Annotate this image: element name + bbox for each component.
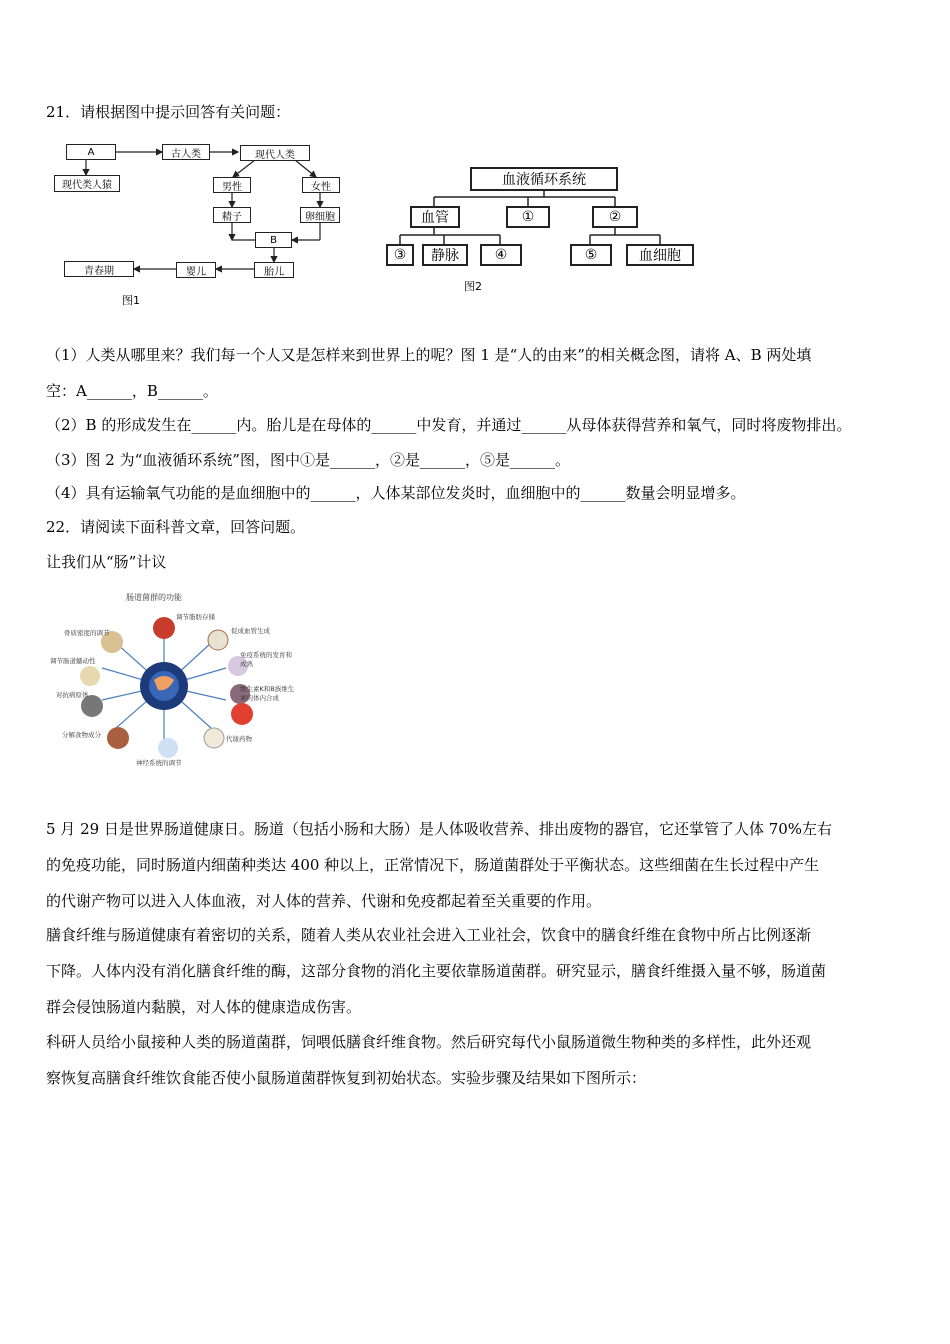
fig2-caption: 图2 — [464, 280, 482, 293]
gut-label-nervous: 神经系统的调节 — [136, 759, 182, 767]
gut-flora-figure — [46, 588, 306, 770]
gut-figure-title: 肠道菌群的功能 — [126, 593, 182, 602]
fig2-node-vessel: 血管 — [410, 206, 460, 228]
q21-line-5: （4）具有运输氧气功能的是血细胞中的______，人体某部位发炎时，血细胞中的______数量会明显增多。 — [46, 484, 746, 502]
fig2-node-5: ⑤ — [570, 244, 612, 266]
fig2-node-vein: 静脉 — [422, 244, 468, 266]
fig2-node-system: 血液循环系统 — [470, 167, 618, 191]
fig2-node-4: ④ — [480, 244, 522, 266]
q22-line-4: 膳食纤维与肠道健康有着密切的关系，随着人类从农业社会进入工业社会，饮食中的膳食纤维在食物中所占比例逐渐 — [46, 926, 812, 944]
gut-label-immune: 免疫系统的发育和成熟 — [240, 651, 292, 668]
gut-label-food-breakdown: 分解食物成分 — [62, 731, 101, 739]
q21-line-4: （3）图 2 为“血液循环系统”图，图中①是______，②是______，⑤是______。 — [46, 451, 570, 469]
fig2-node-3: ③ — [386, 244, 414, 266]
q21-line-3: （2）B 的形成发生在______内。胎儿是在母体的______中发育，并通过______从母体获得营养和氧气，同时将废物排出。 — [46, 416, 852, 434]
fig1-node-fetus: 胎儿 — [254, 262, 294, 278]
fig2-node-2: ② — [592, 206, 638, 228]
gut-label-fat-storage: 调节脂肪存储 — [176, 613, 215, 621]
q22-subtitle: 让我们从“肠”计议 — [46, 553, 167, 571]
gut-label-motility: 调节肠道蠕动性 — [50, 657, 96, 665]
fig1-node-baby: 婴儿 — [176, 262, 216, 278]
q22-title: 22．请阅读下面科普文章，回答问题。 — [46, 518, 306, 536]
fig2-node-cell: 血细胞 — [626, 244, 694, 266]
fig1-node-modern: 现代人类 — [240, 145, 310, 161]
q21-title: 21．请根据图中提示回答有关问题： — [46, 103, 291, 121]
q22-line-6: 群会侵蚀肠道内黏膜，对人体的健康造成伤害。 — [46, 998, 362, 1016]
fig1-node-male: 男性 — [213, 177, 251, 193]
figure-1-concept-map — [50, 140, 350, 310]
fig1-node-ape: 现代类人猿 — [54, 175, 120, 192]
fig1-node-a: A — [66, 144, 116, 160]
figure-1-arrows — [50, 140, 350, 310]
fig1-caption: 图1 — [122, 294, 140, 307]
gut-label-pathogens: 对抗病原体 — [56, 691, 89, 699]
fig1-node-egg: 卵细胞 — [300, 207, 340, 223]
q22-line-1: 5 月 29 日是世界肠道健康日。肠道（包括小肠和大肠）是人体吸收营养、排出废物的器官，它还掌管了人体 70%左右 — [46, 820, 833, 838]
fig1-node-ancient: 古人类 — [162, 144, 210, 160]
q22-line-2: 的免疫功能，同时肠道内细菌种类达 400 种以上，正常情况下，肠道菌群处于平衡状态。这些细菌在生长过程中产生 — [46, 856, 820, 874]
q22-line-7: 科研人员给小鼠接种人类的肠道菌群，饲喂低膳食纤维食物。然后研究每代小鼠肠道微生物种类的多样性，此外还观 — [46, 1033, 812, 1051]
q21-line-1: （1）人类从哪里来？我们每一个人又是怎样来到世界上的呢？图 1 是“人的由来”的相关概念图，请将 A、B 两处填 — [46, 346, 812, 364]
q21-line-2: 空：A______，B______。 — [46, 382, 218, 400]
gut-label-angiogenesis: 促成血管生成 — [231, 627, 270, 635]
gut-label-bone-density: 骨质密度的调节 — [64, 629, 110, 637]
fig1-node-female: 女性 — [302, 177, 340, 193]
fig2-node-1: ① — [506, 206, 550, 228]
q22-line-8: 察恢复高膳食纤维饮食能否使小鼠肠道菌群恢复到初始状态。实验步骤及结果如下图所示： — [46, 1069, 647, 1087]
q22-line-3: 的代谢产物可以进入人体血液，对人体的营养、代谢和免疫都起着至关重要的作用。 — [46, 892, 602, 910]
gut-label-drug-metabolism: 代谢药物 — [226, 735, 252, 743]
gut-label-vitamins: 维生素K和B族维生素的体内合成 — [240, 685, 295, 702]
fig1-node-sperm: 精子 — [213, 207, 251, 223]
fig1-node-b: B — [255, 232, 292, 248]
q22-line-5: 下降。人体内没有消化膳食纤维的酶，这部分食物的消化主要依靠肠道菌群。研究显示，膳食纤维摄入量不够，肠道菌 — [46, 962, 827, 980]
figure-2-circulation-map — [380, 165, 710, 295]
fig1-node-youth: 青春期 — [64, 261, 134, 277]
